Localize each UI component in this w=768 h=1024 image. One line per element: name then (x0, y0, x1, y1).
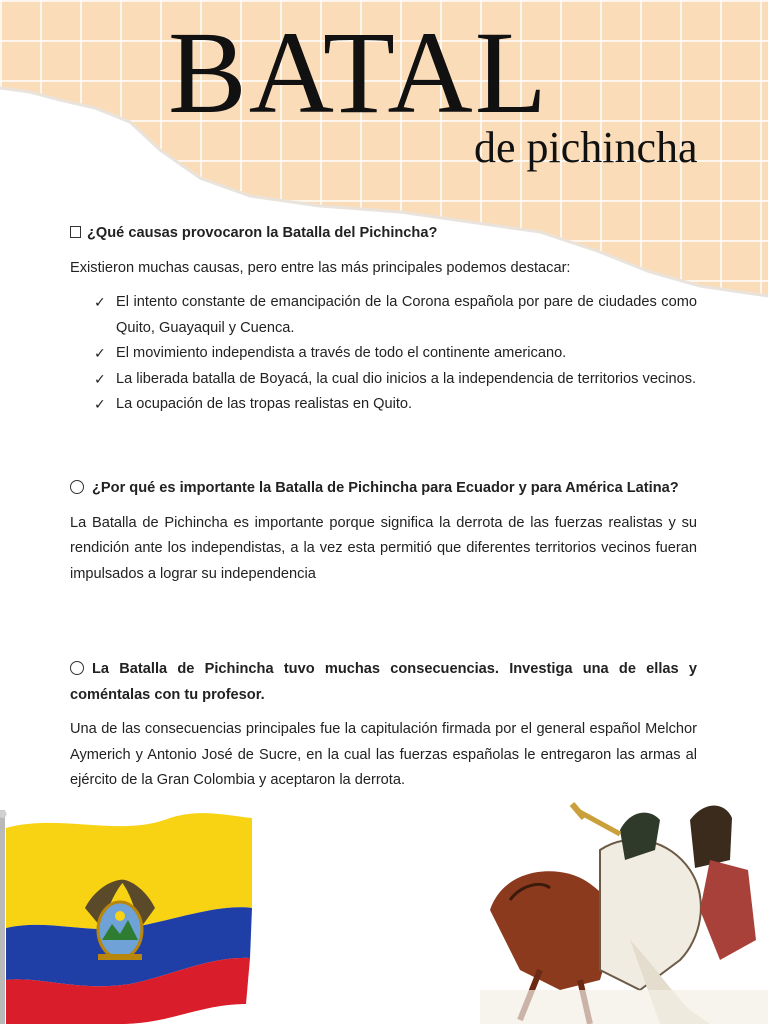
checkmark-icon: ✓ (94, 345, 106, 361)
section-causes (70, 221, 697, 418)
circle-bullet-icon (70, 480, 84, 494)
checkmark-icon: ✓ (94, 396, 106, 412)
causes-intro: Existieron muchas causas, pero entre las más principales podemos destacar: (70, 259, 571, 276)
checkmark-icon: ✓ (94, 370, 106, 387)
question-causes: ¿Qué causas provocaron la Batalla del Pichincha? (70, 221, 697, 247)
question-importance: ¿Por qué es importante la Batalla de Pichincha para Ecuador y para América Latina? (70, 476, 697, 502)
importance-answer: La Batalla de Pichincha es importante porque significa la derrota de las fuerzas realistas y su rendición ante los independistas, a la vez esta permitió que diferentes territorios vecinos fueran impulsados a lograr su independencia (70, 514, 697, 582)
list-item: ✓ La liberada batalla de Boyacá, la cual dio inicios a la independencia de territorios vecinos. (70, 367, 697, 393)
page-title: BATAL (168, 7, 549, 138)
section-importance (70, 476, 697, 587)
consequences-answer: Una de las consecuencias principales fue la capitulación firmada por el general español Melchor Aymerich y Antonio José de Sucre, en la cual las fuerzas españolas le entregaron las armas al ejército de la Gran Colombia y aceptaron la derrota. (70, 721, 697, 788)
checkbox-bullet-icon (70, 226, 81, 238)
list-item: ✓ El movimiento independista a través de todo el continente americano. (70, 341, 697, 367)
list-item: ✓ El intento constante de emancipación de la Corona española por pare de ciudades como Quito, Guayaquil y Cuenca. (70, 290, 697, 341)
section-consequences (70, 657, 697, 794)
question-consequences: La Batalla de Pichincha tuvo muchas consecuencias. Investiga una de ellas y coméntalas con tu profesor. (70, 661, 697, 703)
circle-bullet-icon (70, 661, 84, 675)
checkmark-icon: ✓ (94, 294, 106, 310)
battle-horsemen-illustration (480, 790, 768, 1024)
causes-list (70, 290, 697, 418)
page-subtitle: de pichincha (474, 123, 698, 172)
list-item: ✓ La ocupación de las tropas realistas en Quito. (70, 392, 697, 418)
ecuador-flag-icon (0, 808, 260, 1024)
